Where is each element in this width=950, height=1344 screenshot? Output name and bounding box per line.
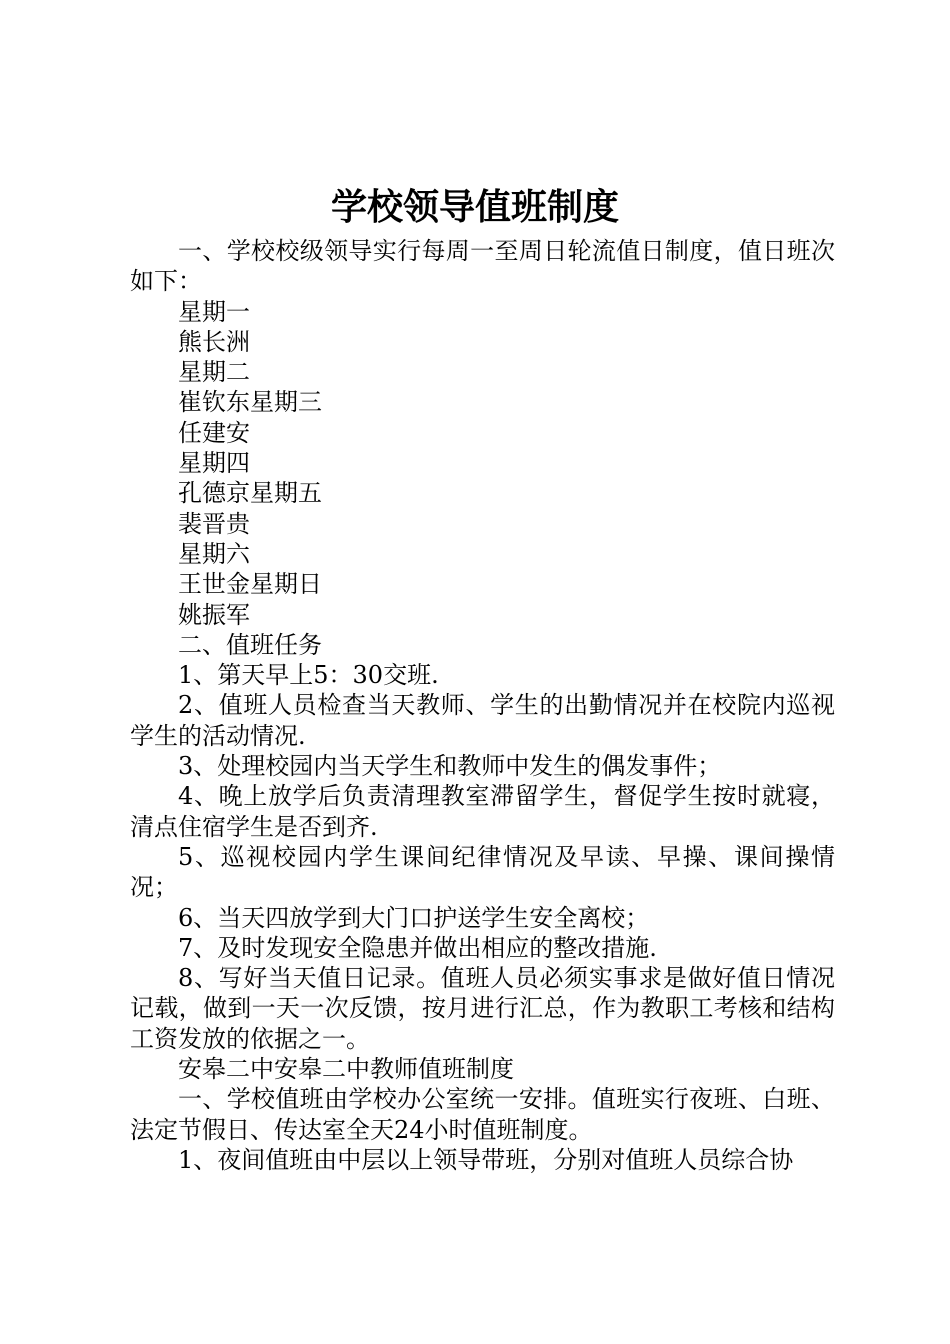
task-item: 5、巡视校园内学生课间纪律情况及早读、早操、课间操情况； <box>130 842 835 902</box>
schedule-line: 星期二 <box>178 358 250 387</box>
schedule-line: 任建安 <box>178 418 250 447</box>
task-item: 3、处理校园内当天学生和教师中发生的偶发事件； <box>178 752 722 781</box>
task-item: 1、第天早上5：30交班. <box>178 661 439 690</box>
schedule-line: 崔钦东星期三 <box>178 388 322 417</box>
document-title: 学校领导值班制度 <box>330 186 619 228</box>
paragraph: 一、学校值班由学校办公室统一安排。值班实行夜班、白班、法定节假日、传达室全天24小时值班制度。 <box>130 1085 835 1144</box>
document-body <box>130 236 835 1175</box>
task-item: 8、写好当天值日记录。值班人员必须实事求是做好值日情况记载，做到一天一次反馈，按月进行汇总，作为教职工考核和结构工资发放的依据之一。 <box>130 964 835 1053</box>
schedule-line: 孔德京星期五 <box>178 479 322 508</box>
subtitle-line: 安皋二中安皋二中教师值班制度 <box>178 1055 514 1084</box>
schedule-line: 王世金星期日 <box>178 570 322 599</box>
schedule-line: 熊长洲 <box>178 327 250 356</box>
schedule-line: 星期四 <box>178 449 250 478</box>
schedule-line: 姚振军 <box>178 600 250 629</box>
task-item: 7、及时发现安全隐患并做出相应的整改措施. <box>178 933 657 962</box>
schedule-line: 星期六 <box>178 539 250 568</box>
task-item: 6、当天四放学到大门口护送学生安全离校； <box>178 903 650 932</box>
section-heading: 二、值班任务 <box>178 630 322 659</box>
paragraph-intro: 一、学校校级领导实行每周一至周日轮流值日制度，值日班次如下： <box>130 237 835 296</box>
task-item: 2、值班人员检查当天教师、学生的出勤情况并在校院内巡视学生的活动情况. <box>130 691 835 750</box>
schedule-line: 星期一 <box>178 297 250 326</box>
schedule-line: 裴晋贵 <box>178 509 250 538</box>
task-item: 4、晚上放学后负责清理教室滞留学生，督促学生按时就寝，清点住宿学生是否到齐. <box>130 782 835 841</box>
paragraph: 1、夜间值班由中层以上领导带班，分别对值班人员综合协 <box>178 1145 794 1174</box>
